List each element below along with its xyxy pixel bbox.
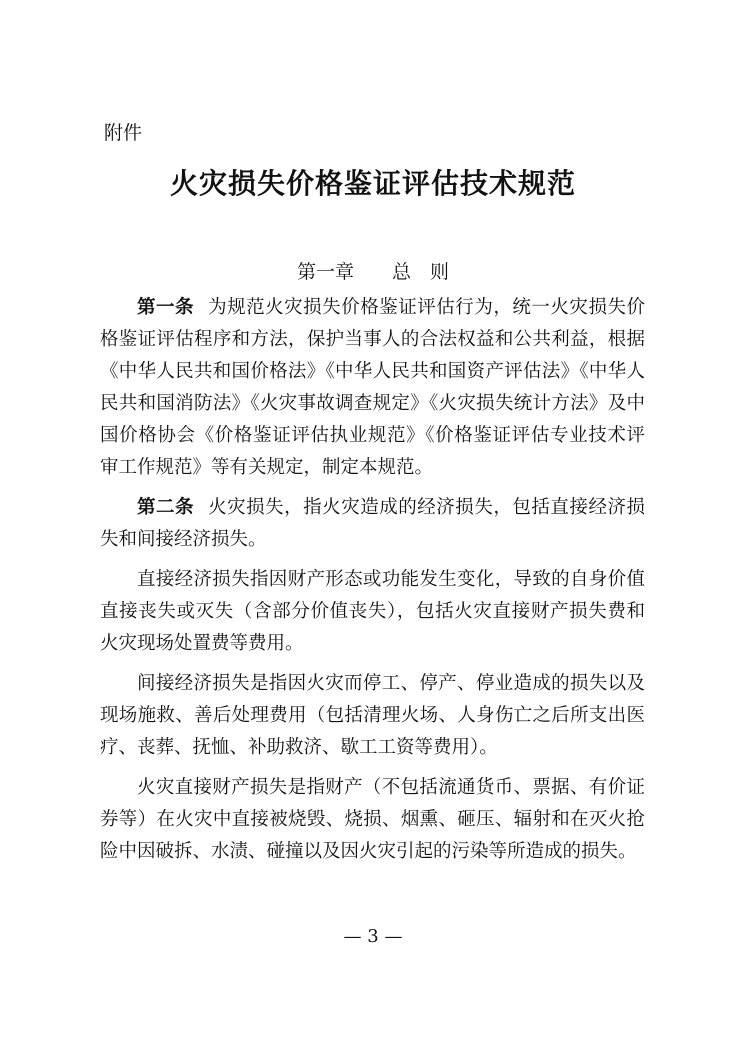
paragraph-5: [100, 772, 645, 868]
chapter-heading: [0, 257, 746, 284]
page-number: — 3 —: [343, 926, 403, 947]
paragraph-text: 为规范火灾损失价格鉴证评估行为，统一火灾损失价格鉴证评估程序和方法，保护当事人的合法权益和公共利益，根据《中华人民共和国价格法》《中华人民共和国资产评估法》《中华人民共和国消防法》《火灾事故调查规定》《火灾损失统计方法》及中国价格协会《价格鉴证评估执业规范》《价格鉴证评估专业技术评审工作规范》等有关规定，制定本规范。: [100, 297, 645, 478]
attachment-label: 附件: [104, 122, 143, 144]
paragraph-text: 直接经济损失指因财产形态或功能发生变化，导致的自身价值直接丧失或灭失（含部分价值丧失），包括火灾直接财产损失费和火灾现场处置费等费用。: [100, 569, 645, 654]
paragraph-2: [100, 492, 645, 556]
document-body: [100, 292, 645, 876]
paragraph-1: [100, 292, 645, 484]
article-label: 第二条: [137, 497, 195, 518]
paragraph-text: 间接经济损失是指因火灾而停工、停产、停业造成的损失以及现场施救、善后处理费用（包括清理火场、人身伤亡之后所支出医疗、丧葬、抚恤、补助救济、歇工工资等费用）。: [100, 673, 645, 758]
chapter-number: 第一章: [296, 261, 354, 283]
paragraph-4: [100, 668, 645, 764]
article-label: 第一条: [137, 297, 195, 318]
document-title: 火灾损失价格鉴证评估技术规范: [169, 167, 576, 200]
paragraph-3: [100, 564, 645, 660]
chapter-name: 总 则: [392, 261, 450, 283]
paragraph-text: 火灾损失，指火灾造成的经济损失，包括直接经济损失和间接经济损失。: [100, 497, 645, 550]
paragraph-text: 火灾直接财产损失是指财产（不包括流通货币、票据、有价证券等）在火灾中直接被烧毁、烧损、烟熏、砸压、辐射和在灭火抢险中因破拆、水渍、碰撞以及因火灾引起的污染等所造成的损失。: [100, 777, 645, 862]
